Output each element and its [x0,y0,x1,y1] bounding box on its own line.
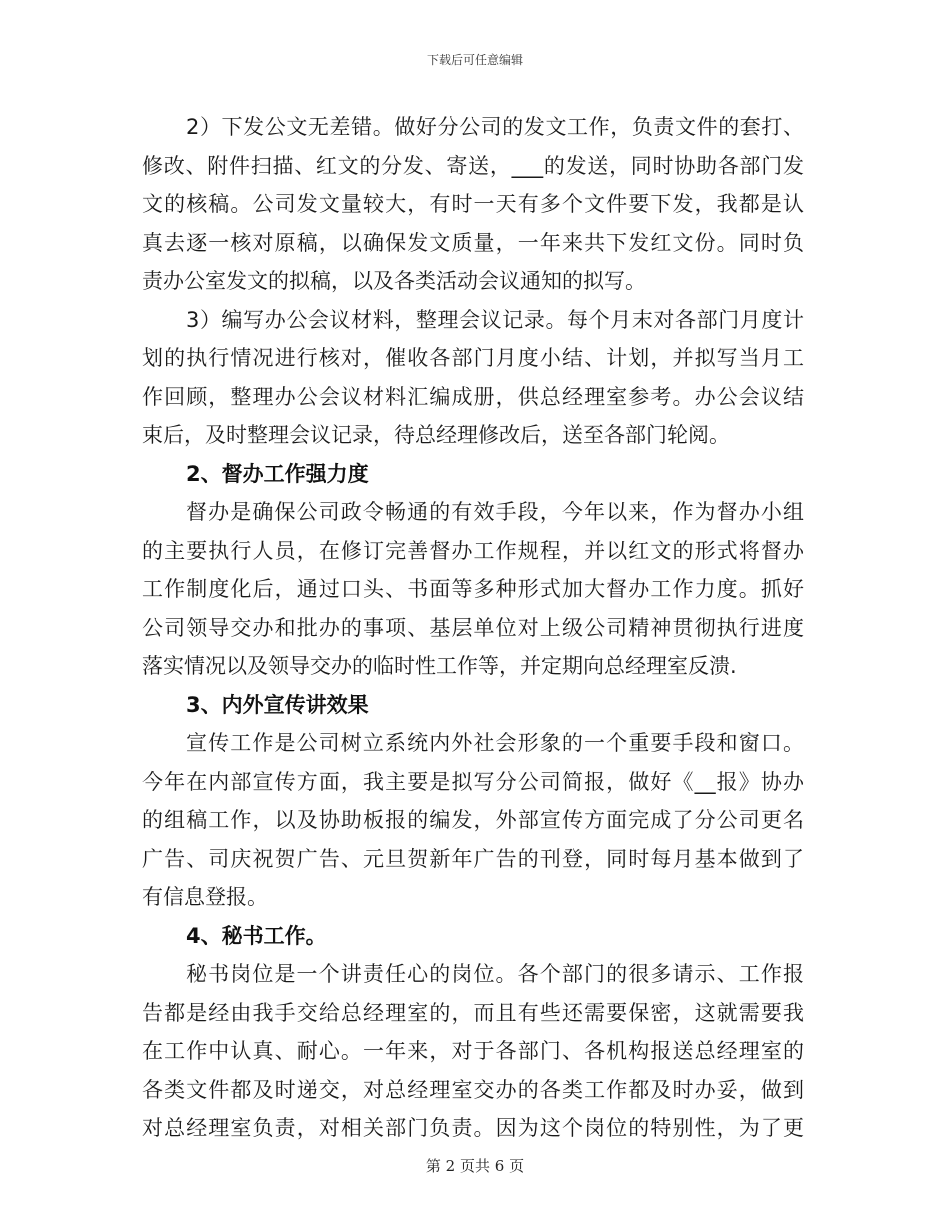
paragraph [142,724,804,917]
paragraph [142,301,804,455]
section-heading: 3、内外宣传讲效果 [186,692,369,717]
paragraph-line: 落实情况以及领导交办的临时性工作等，并定期向总经理室反溃. [142,654,737,678]
paragraph-line: 的组稿工作，以及协助板报的编发，外部宣传方面完成了分公司更名 [142,808,804,832]
paragraph-line: 对总经理室负责，对相关部门负责。因为这个岗位的特别性，为了更 [142,1116,804,1140]
section-heading: 2、督办工作强力度 [186,461,369,486]
paragraph-line: 真去逐一核对原稿，以确保发文质量，一年来共下发红文份。同时负 [142,230,804,255]
paragraph-line: 束后，及时整理会议记录，待总经理修改后，送至各部门轮阅。 [142,423,730,447]
page-header: 下载后可任意编辑 [426,53,523,67]
paragraph-line: 作回顾，整理办公会议材料汇编成册，供总经理室参考。办公会议结 [142,384,804,409]
paragraph-line: 在工作中认真、耐心。一年来，对于各部门、各机构报送总经理室的 [142,1039,804,1063]
paragraph-line: 秘书岗位是一个讲责任心的岗位。各个部门的很多请示、工作报 [186,962,804,986]
paragraph-line: 责办公室发文的拟稿，以及各类活动会议通知的拟写。 [142,269,646,293]
paragraph [142,955,804,1148]
paragraph-line: 有信息登报。 [142,885,268,909]
paragraph-line: 广告、司庆祝贺广告、元旦贺新年广告的刊登，同时每月基本做到了 [142,846,804,871]
paragraph-line: 今年在内部宣传方面，我主要是拟写分公司简报，做好《__报》协办 [142,769,804,794]
paragraph-line: 工作制度化后，通过口头、书面等多种形式加大督办工作力度。抓好 [142,577,804,601]
document-body [142,108,804,1148]
paragraph-line: 各类文件都及时递交，对总经理室交办的各类工作都及时办妥，做到 [142,1077,804,1102]
paragraph-line: 划的执行情况进行核对，催收各部门月度小结、计划，并拟写当月工 [142,346,804,370]
section-heading: 4、秘书工作。 [186,923,327,948]
paragraph [142,108,804,301]
paragraph-line: 文的核稿。公司发文量较大，有时一天有多个文件要下发，我都是认 [142,192,804,216]
page-footer: 第 2 页共 6 页 [425,1157,525,1175]
paragraph [142,493,804,686]
paragraph-line: 的主要执行人员，在修订完善督办工作规程，并以红文的形式将督办 [142,538,804,563]
paragraph-line: 公司领导交办和批办的事项、基层单位对上级公司精神贯彻执行进度 [142,615,804,640]
paragraph-line: 宣传工作是公司树立系统内外社会形象的一个重要手段和窗口。 [186,731,804,755]
paragraph-line: 2）下发公文无差错。做好分公司的发文工作，负责文件的套打、 [186,115,804,139]
paragraph-line: 告都是经由我手交给总经理室的，而且有些还需要保密，这就需要我 [142,1000,804,1025]
paragraph-line: 修改、附件扫描、红文的分发、寄送，___的发送，同时协助各部门发 [142,153,804,178]
paragraph-line: 3）编写办公会议材料，整理会议记录。每个月末对各部门月度计 [186,307,804,332]
paragraph-line: 督办是确保公司政令畅通的有效手段，今年以来，作为督办小组 [186,500,804,524]
